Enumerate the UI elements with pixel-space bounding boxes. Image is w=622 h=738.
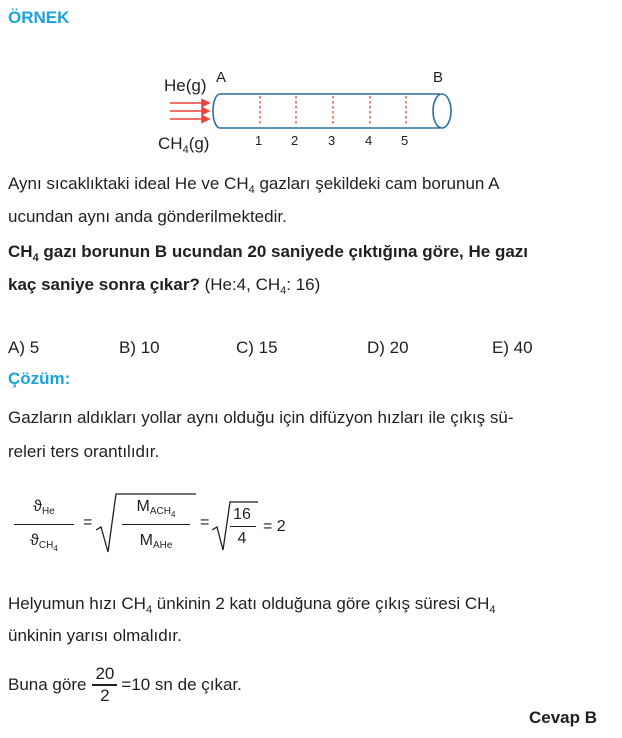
rate-he: ϑHe <box>33 498 55 517</box>
question-line-2: ucundan aynı anda gönderilmektedir. <box>8 207 287 226</box>
fraction-bar <box>230 526 256 527</box>
end-a-label: A <box>216 69 227 86</box>
option-c: C) 15 <box>236 338 278 357</box>
fraction-20-over-2: $\frac{20}{2}$ <box>92 664 117 705</box>
question-line-1: Aynı sıcaklıktaki ideal He ve $CH_4$ gazları şekildeki cam borunun A <box>8 174 500 196</box>
mark-5: 5 <box>401 133 409 148</box>
inflow-arrows <box>170 100 209 123</box>
solution-line-1: Gazların aldıkları yollar aynı olduğu için difüzyon hızları ile çıkış sü- <box>8 408 514 427</box>
question-line-4: kaç saniye sonra çıkar? (He:4, $CH_4$: 16) <box>8 275 321 297</box>
rate-ch4: ϑCH$_4$ <box>30 532 58 553</box>
mark-3: 3 <box>328 133 336 148</box>
end-b-label: B <box>433 69 444 86</box>
equals-1: = <box>83 514 93 531</box>
mark-1: 1 <box>255 133 263 148</box>
option-e: E) 40 <box>492 338 533 357</box>
glass-tube <box>150 62 470 157</box>
solution-line-3: Helyumun hızı $CH_4$ ünkinin 2 katı olduğuna göre çıkış süresi $CH_4$ <box>8 594 496 616</box>
fraction-bar <box>122 524 190 525</box>
option-b: B) 10 <box>119 338 160 357</box>
tube-division-marks <box>260 96 406 126</box>
rate-equation <box>8 492 328 562</box>
answer-label: Cevap B <box>529 708 598 727</box>
option-d: D) 20 <box>367 338 409 357</box>
ch4-gas-label: $CH_4(g)$ <box>158 134 210 156</box>
result-2: = 2 <box>263 518 286 535</box>
solution-line-2: releri ters orantılıdır. <box>8 442 160 461</box>
he-gas-label: He(g) <box>164 76 207 95</box>
mark-4: 4 <box>365 133 373 148</box>
option-a: A) 5 <box>8 338 40 357</box>
value-16: 16 <box>233 506 251 523</box>
molar-mass-ch4: $MACH_4$ <box>136 498 176 519</box>
solution-line-5: Buna göre $\frac{20}{2}$ =10 sn de çıkar. <box>8 664 242 705</box>
solution-line-4: ünkinin yarısı olmalıdır. <box>8 626 182 645</box>
tube-diagram <box>150 62 470 157</box>
mark-2: 2 <box>291 133 299 148</box>
solution-heading: Çözüm: <box>8 369 71 388</box>
question-line-3: $CH_4$ gazı borunun B ucundan 20 saniyede çıktığına göre, He gazı <box>8 242 529 264</box>
equals-2: = <box>200 514 210 531</box>
value-4: 4 <box>237 530 247 547</box>
molar-mass-he: MAHe <box>139 532 173 551</box>
example-heading: ÖRNEK <box>8 8 70 27</box>
fraction-bar <box>14 524 74 525</box>
